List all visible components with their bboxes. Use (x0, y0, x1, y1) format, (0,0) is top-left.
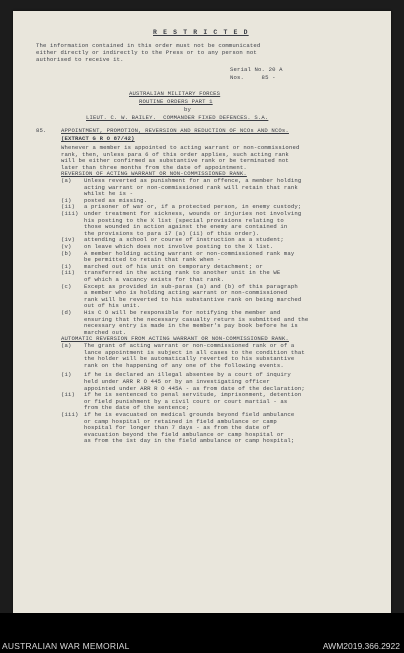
item-line: be permitted to retain that rank when - (84, 256, 221, 264)
notice-line: either directly or indirectly to the Press or to any person not (36, 49, 257, 56)
item-line: or field punishment by a civil court or court martial - as (84, 397, 288, 405)
item-line: the holder will be automatically reverted to his substantive (84, 355, 295, 363)
item-line: A member holding acting warrant or non-commissioned rank may (84, 249, 295, 257)
item-marker: (i) (61, 262, 72, 270)
item-line: hospital for longer than 7 days - as from the date of (84, 424, 270, 432)
item-line: transferred in the acting rank to another unit in the WE (84, 269, 281, 277)
item-line: acting warrant or non-commissioned rank will retain that rank (84, 183, 298, 191)
item-line: a prisoner of war or, if a protected person, in enemy custody; (84, 203, 302, 211)
section-heading: REVERSION OF ACTING WARRANT OR NON-COMMISSIONED RANK. (61, 170, 247, 178)
item-line: The grant of acting warrant or non-commissioned rank or of a (84, 342, 295, 349)
item-marker: (ii) (61, 203, 76, 211)
restricted-heading: R E S T R I C T E D (153, 29, 249, 36)
footer-bar (0, 613, 404, 653)
item-line: marched out of his unit on temporary detachment; or (84, 262, 263, 270)
item-line: the provisions to para 17 (a) (ii) of this order). (84, 229, 260, 237)
accession-number: AWM2019.366.2922 (322, 641, 400, 651)
item-line: from the date of the sentence; (84, 404, 190, 412)
notice-line: authorised to receive it. (36, 56, 124, 63)
item-line: a member who is holding acting warrant or non-commissioned (84, 289, 288, 297)
item-line: Except as provided in sub-paras (a) and (b) of this paragraph (84, 282, 298, 290)
item-line: under treatment for sickness, wounds or injuries not involving (84, 210, 302, 217)
item-marker: (iv) (61, 236, 76, 244)
item-line: lance appointment is subject in all cases to the condition that (84, 348, 305, 356)
item-line: Unless reverted as punishment for an offence, a member holding (84, 177, 302, 184)
item-line: held under ARR R O 445 or by an investigating officer (84, 378, 270, 385)
notice-line: The information contained in this order must not be communicated (36, 42, 261, 49)
item-line: ensuring that the necessary casualty return is submitted and the (84, 315, 309, 323)
item-line: marched out. (84, 328, 127, 336)
intro-line: Whenever a member is appointed to acting warrant or non-commissioned (61, 144, 300, 151)
item-line: appointed under ARR R O 445A - as from date of the declaration; (84, 384, 305, 392)
item-line: or camp hospital or retained in field ambulance or camp (84, 417, 277, 425)
item-line: rank on the happening of any one of the following events. (84, 361, 284, 369)
intro-line: will be either confirmed as substantive rank or be terminated not (61, 157, 289, 165)
intro-line: later than three months from the date of appointment. (61, 163, 247, 171)
item-line: his posting to the X list (special provisions relating to (84, 216, 284, 224)
item-line: whilst he is - (84, 190, 134, 198)
item-marker: (d) (61, 309, 72, 316)
credit-text: AUSTRALIAN WAR MEMORIAL (2, 641, 130, 651)
item-line: posted as missing. (84, 196, 148, 204)
item-marker: (a) (61, 342, 72, 349)
item-marker: (i) (61, 196, 72, 204)
item-line: His C O will be responsible for notifying the member and (84, 309, 281, 316)
item-marker: (i) (61, 371, 72, 379)
commander-line: LIEUT. C. W. BAILEY. COMMANDER FIXED DEFENCES. S.A. (86, 114, 269, 121)
orders-title: ROUTINE ORDERS PART 1 (139, 98, 213, 105)
item-number: 85. (36, 127, 47, 134)
item-line: if he is declared an illegal absentee by a court of inquiry (84, 371, 291, 379)
item-line: if he is evacuated on medical grounds beyond field ambulance (84, 411, 295, 418)
section-heading: AUTOMATIC REVERSION FROM ACTING WARRANT OR NON-COMMISSIONED RANK. (61, 335, 289, 343)
item-marker: (ii) (61, 269, 76, 277)
order-numbers: Nos. 85 - (230, 74, 276, 81)
item-line: necessary entry is made in the member's pay book before he is (84, 322, 298, 330)
item-line: those wounded in action against the enemy are contained in (84, 223, 288, 231)
force-title: AUSTRALIAN MILITARY FORCES (129, 90, 221, 97)
document-text (13, 11, 391, 613)
item-line: evacuation beyond the field ambulance or camp hospital or (84, 430, 284, 438)
item-marker: (c) (61, 282, 72, 290)
item-marker: (b) (61, 249, 72, 257)
item-line: attending a school or course of instruction as a student; (84, 236, 284, 244)
item-marker: (iii) (61, 411, 79, 418)
item-line: if he is sentenced to penal servitude, imprisonment, detention (84, 391, 302, 399)
item-title: APPOINTMENT, PROMOTION, REVERSION AND REDUCTION OF NCOs AND NCOs. (61, 127, 289, 134)
document-page (13, 11, 391, 613)
item-line: of which a vacancy exists for that rank. (84, 276, 225, 283)
item-line: rank will be reverted to his substantive rank on being marched (84, 295, 302, 303)
item-marker: (iii) (61, 210, 79, 217)
item-line: as from the 1st day in the field ambulance or camp hospital; (84, 437, 295, 445)
item-line: out of his unit. (84, 302, 141, 310)
item-marker: (a) (61, 177, 72, 184)
item-marker: (v) (61, 243, 72, 250)
intro-line: rank, then, unless para 6 of this order applies, such acting rank (61, 150, 289, 158)
extract-reference: (EXTRACT G R O 87/42) (61, 135, 135, 142)
item-line: on leave which does not involve posting to the X list. (84, 243, 274, 250)
by-line: by (184, 106, 192, 113)
item-marker: (ii) (61, 391, 76, 399)
serial-number: Serial No. 20 A (230, 66, 283, 73)
